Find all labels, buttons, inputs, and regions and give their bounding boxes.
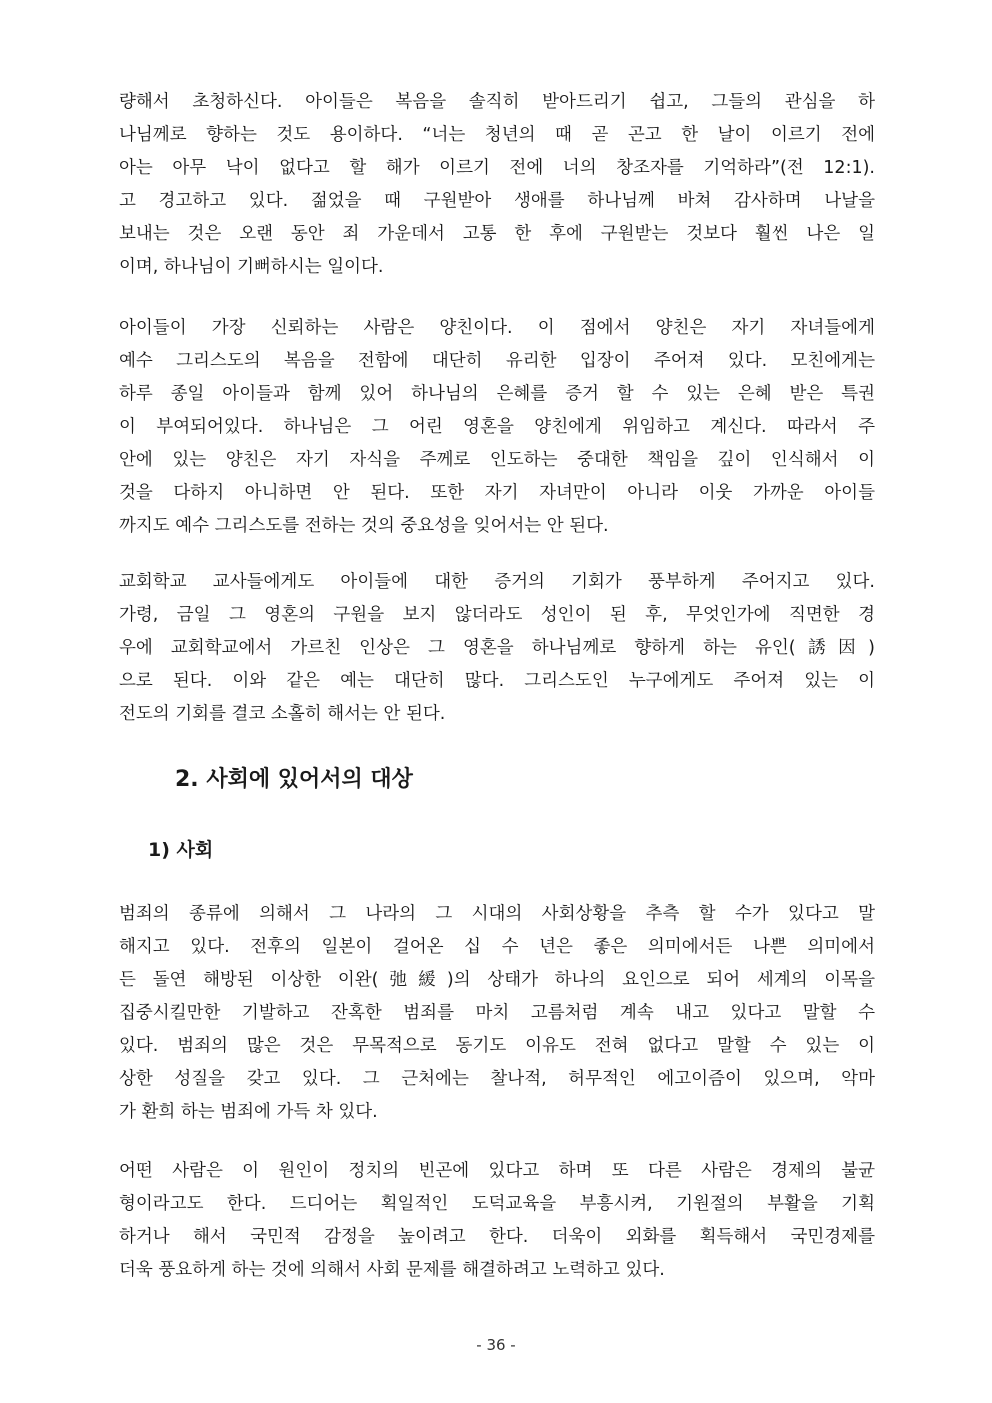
subsection-heading: 1) 사회 [148,839,214,861]
text-line: 하거나 해서 국민적 감정을 높이려고 한다. 더욱이 외화를 획득해서 국민경제를 [119,1227,875,1247]
text-line: 든 돌연 해방된 이상한 이완(弛緩)의 상태가 하나의 요인으로 되어 세계의 이목을 [119,970,875,990]
paragraph-3 [119,566,875,731]
text-line: 보내는 것은 오랜 동안 죄 가운데서 고통 한 후에 구원받는 것보다 훨씬 나은 일 [119,224,875,244]
text-line: 것을 다하지 아니하면 안 된다. 또한 자기 자녀만이 아니라 이웃 가까운 아이들 [119,483,875,503]
text-line: 이며, 하나님이 기뻐하시는 일이다. [119,257,384,277]
text-line: 으로 된다. 이와 같은 예는 대단히 많다. 그리스도인 누구에게도 주어져 있는 이 [119,671,875,691]
text-line: 범죄의 종류에 의해서 그 나라의 그 시대의 사회상황을 추측 할 수가 있다고 말 [119,904,875,924]
paragraph-4 [119,898,875,1129]
text-line: 가령, 금일 그 영혼의 구원을 보지 않더라도 성인이 된 후, 무엇인가에 직면한 경 [119,605,875,625]
text-line: 교회학교 교사들에게도 아이들에 대한 증거의 기회가 풍부하게 주어지고 있다. [119,572,875,592]
text-line: 까지도 예수 그리스도를 전하는 것의 중요성을 잊어서는 안 된다. [119,516,609,536]
text-line: 형이라고도 한다. 드디어는 획일적인 도덕교육을 부흥시켜, 기원절의 부활을 기획 [119,1194,875,1214]
text-line: 어떤 사람은 이 원인이 정치의 빈곤에 있다고 하며 또 다른 사람은 경제의 불균 [119,1161,875,1181]
paragraph-5 [119,1155,875,1287]
text-line: 해지고 있다. 전후의 일본이 걸어온 십 수 년은 좋은 의미에서든 나쁜 의미에서 [119,937,875,957]
text-line: 상한 성질을 갖고 있다. 그 근처에는 찰나적, 허무적인 에고이즘이 있으며, 악마 [119,1069,875,1089]
text-line: 고 경고하고 있다. 젊었을 때 구원받아 생애를 하나님께 바쳐 감사하며 나날을 [119,191,875,211]
text-line: 하루 종일 아이들과 함께 있어 하나님의 은혜를 증거 할 수 있는 은혜 받은 특권 [119,384,875,404]
text-line: 가 환희 하는 범죄에 가득 차 있다. [119,1102,378,1122]
text-line: 전도의 기회를 결코 소홀히 해서는 안 된다. [119,704,446,724]
text-line: 우에 교회학교에서 가르친 인상은 그 영혼을 하나님께로 향하게 하는 유인(誘因) [119,638,875,658]
text-line: 나님께로 향하는 것도 용이하다. “너는 청년의 때 곧 곤고 한 날이 이르기 전에 [119,125,875,145]
text-line: 아이들이 가장 신뢰하는 사람은 양친이다. 이 점에서 양친은 자기 자녀들에게 [119,318,875,338]
text-line: 안에 있는 양친은 자기 자식을 주께로 인도하는 중대한 책임을 깊이 인식해서 이 [119,450,875,470]
text-line: 량해서 초청하신다. 아이들은 복음을 솔직히 받아드리기 쉽고, 그들의 관심을 하 [119,92,875,112]
paragraph-1 [119,86,875,284]
text-line: 집중시킬만한 기발하고 잔혹한 범죄를 마치 고름처럼 계속 내고 있다고 말할 수 [119,1003,875,1023]
paragraph-2 [119,312,875,543]
text-line: 더욱 풍요하게 하는 것에 의해서 사회 문제를 해결하려고 노력하고 있다. [119,1260,665,1280]
section-heading: 2. 사회에 있어서의 대상 [175,767,413,792]
page-number: - 36 - [476,1336,516,1354]
text-line: 이 부여되어있다. 하나님은 그 어린 영혼을 양친에게 위임하고 계신다. 따라서 주 [119,417,875,437]
text-line: 아는 아무 낙이 없다고 할 해가 이르기 전에 너의 창조자를 기억하라”(전 12:1). [119,158,875,178]
text-line: 예수 그리스도의 복음을 전함에 대단히 유리한 입장이 주어져 있다. 모친에게는 [119,351,875,371]
text-line: 있다. 범죄의 많은 것은 무목적으로 동기도 이유도 전혀 없다고 말할 수 있는 이 [119,1036,875,1056]
